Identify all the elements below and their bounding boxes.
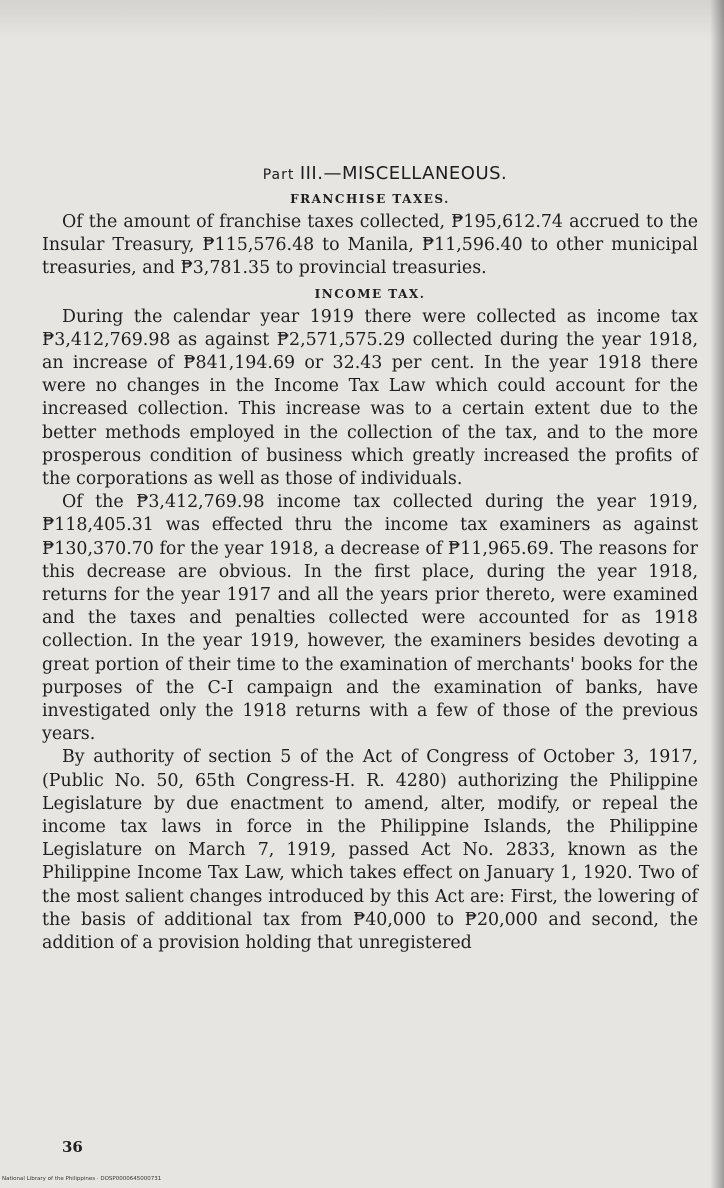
part-heading xyxy=(42,163,698,184)
part-heading-prefix: Part xyxy=(262,167,300,183)
page-number: 36 xyxy=(62,1138,83,1156)
footer-watermark: National Library of the Philippines · DOSP0000645000731 xyxy=(2,1176,162,1182)
paragraph-income-3: By authority of section 5 of the Act of Congress of October 3, 1917, (Public No. 50, 65th Congress-H. R. 4280) authorizing the Philippine Legislature by due enactment to amend, alter, modify, or repeal the income tax laws in force in the Philippine Islands, the Philippine Legislature on March 7, 1919, passed Act No. 2833, known as the Philippine Income Tax Law, which takes effect on January 1, 1920. Two of the most salient changes introduced by this Act are: First, the lowering of the basis of additional tax from ₱40,000 to ₱20,000 and second, the addition of a provision holding that unregistered xyxy=(42,747,698,954)
page-top-shading xyxy=(0,0,724,40)
page-content xyxy=(42,163,698,955)
paragraph-franchise: Of the amount of franchise taxes collected, ₱195,612.74 accrued to the Insular Treasury, ₱115,576.48 to Manila, ₱11,596.40 to other municipal treasuries, and ₱3,781.35 to provincial treasuries. xyxy=(42,212,698,279)
section-heading-income: INCOME TAX. xyxy=(314,286,426,301)
part-heading-main: III.—MISCELLANEOUS. xyxy=(299,163,508,184)
section-heading-franchise: FRANCHISE TAXES. xyxy=(290,192,450,206)
paragraph-income-2: Of the ₱3,412,769.98 income tax collected during the year 1919, ₱118,405.31 was effected thru the income tax examiners as against ₱130,370.70 for the year 1918, a decrease of ₱11,965.69. The reasons for this decrease are obvious. In the first place, during the year 1918, returns for the year 1917 and all the years prior thereto, were examined and the taxes and penalties collected were accounted for as 1918 collection. In the year 1919, however, the examiners besides devoting a great portion of their time to the examination of merchants' books for the purposes of the C-I campaign and the examination of banks, have investigated only the 1918 returns with a few of those of the previous years. xyxy=(42,492,698,745)
page-edge-shading xyxy=(710,0,724,1188)
paragraph-income-1: During the calendar year 1919 there were collected as income tax ₱3,412,769.98 as against ₱2,571,575.29 collected during the year 1918, an increase of ₱841,194.69 or 32.43 per cent. In the year 1918 there were no changes in the Income Tax Law which could account for the increased collection. This increase was to a certain extent due to the better methods employed in the collection of the tax, and to the more prosperous condition of business which greatly increased the profits of the corporations as well as those of individuals. xyxy=(42,306,698,490)
